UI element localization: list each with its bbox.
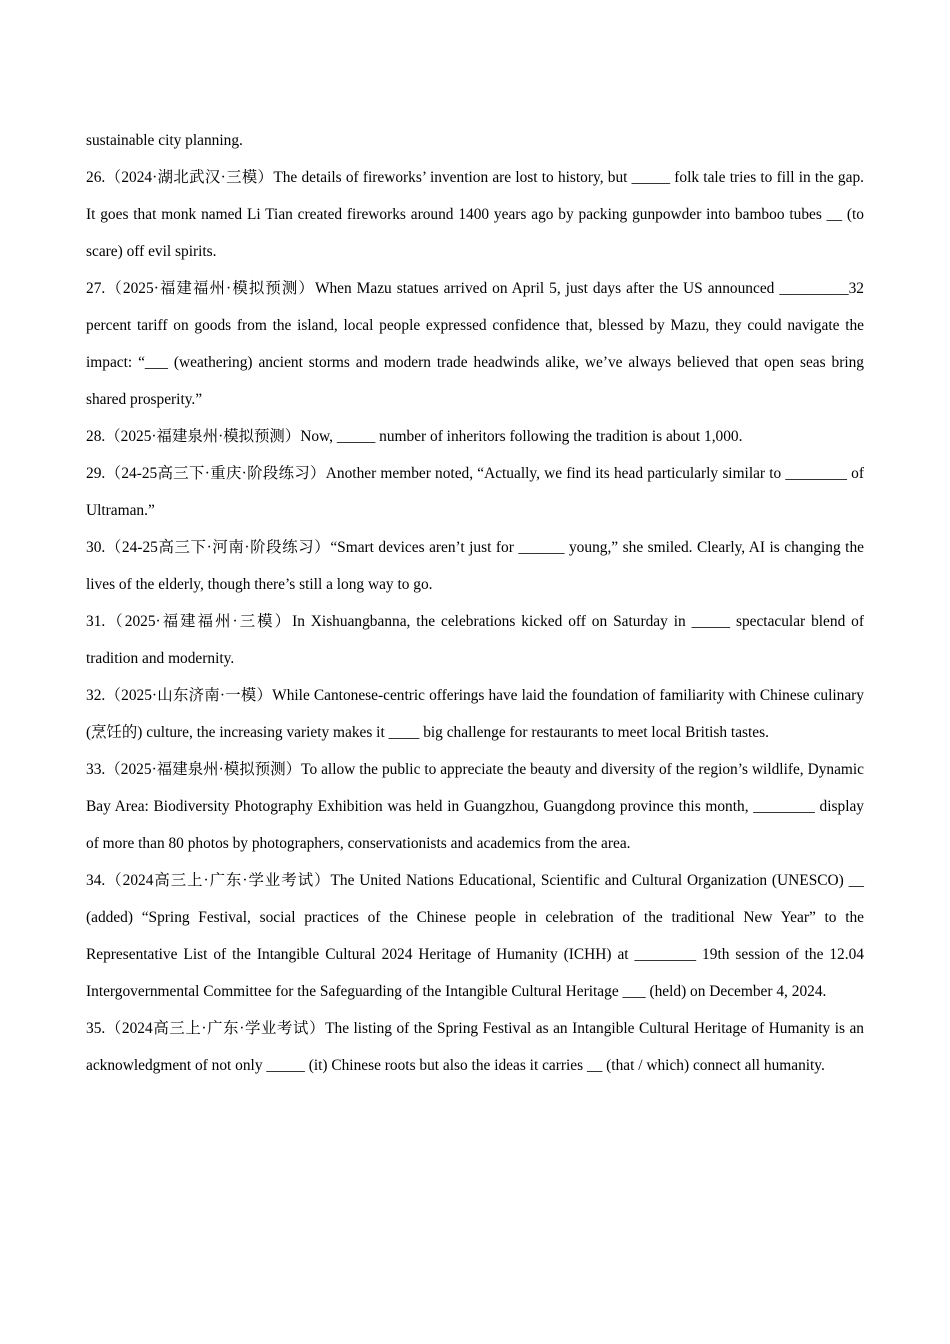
question-text: Now, _____ number of inheritors following the tradition is about 1,000. <box>300 428 743 445</box>
question-source: （2024高三上·广东·学业考试） <box>105 872 331 889</box>
question-text: “Smart devices aren’t just for ______ young,” she smiled. Clearly, AI is changing the lives of the elderly, though there’s still a long way to go. <box>86 539 864 593</box>
question-source: （24-25高三下·重庆·阶段练习） <box>105 465 326 482</box>
question-source: （2025·福建福州·模拟预测） <box>105 280 315 297</box>
question-source: （2025·山东济南·一模） <box>105 687 273 704</box>
question-32 <box>86 677 864 751</box>
question-text: To allow the public to appreciate the beauty and diversity of the region’s wildlife, Dynamic Bay Area: Biodiversity Photography Exhibition was held in Guangzhou, Guangdong province this month, ________ display of more than 80 photos by photographers, conservationists and academics from the area. <box>86 761 864 852</box>
question-35 <box>86 1010 864 1084</box>
question-30 <box>86 529 864 603</box>
question-28 <box>86 418 864 455</box>
question-31 <box>86 603 864 677</box>
question-number: 33. <box>86 761 106 778</box>
question-text: When Mazu statues arrived on April 5, just days after the US announced _________32 percent tariff on goods from the island, local people expressed confidence that, blessed by Mazu, they could navigate the impact: “___ (weathering) ancient storms and modern trade headwinds alike, we’ve always believed that open seas bring shared prosperity.” <box>86 280 864 408</box>
question-text: While Cantonese-centric offerings have laid the foundation of familiarity with Chinese culinary (烹饪的) culture, the increasing variety makes it ____ big challenge for restaurants to meet local British tastes. <box>86 687 864 741</box>
question-source: （2025·福建泉州·模拟预测） <box>105 428 301 445</box>
question-text: The listing of the Spring Festival as an Intangible Cultural Heritage of Humanity is an acknowledgment of not only _____ (it) Chinese roots but also the ideas it carries __ (that / which) connect all humanity. <box>86 1020 864 1074</box>
question-number: 27. <box>86 280 106 297</box>
question-source: （2024·湖北武汉·三模） <box>105 169 274 186</box>
question-text: Another member noted, “Actually, we find its head particularly similar to ________ of Ultraman.” <box>86 465 864 519</box>
question-number: 26. <box>86 169 106 186</box>
question-source: （2025·福建泉州·模拟预测） <box>105 761 302 778</box>
question-number: 31. <box>86 613 106 630</box>
question-number: 34. <box>86 872 106 889</box>
question-34 <box>86 862 864 1010</box>
question-list <box>86 159 864 1084</box>
question-29 <box>86 455 864 529</box>
question-source: （2024高三上·广东·学业考试） <box>105 1020 326 1037</box>
question-number: 30. <box>86 539 106 556</box>
document-page <box>86 122 864 1084</box>
question-number: 35. <box>86 1020 106 1037</box>
question-26 <box>86 159 864 270</box>
question-number: 29. <box>86 465 106 482</box>
question-text: The details of fireworks’ invention are lost to history, but _____ folk tale tries to fill in the gap. It goes that monk named Li Tian created fireworks around 1400 years ago by packing gunpowder into bamboo tubes __ (to scare) off evil spirits. <box>86 169 864 260</box>
question-source: （24-25高三下·河南·阶段练习） <box>105 539 331 556</box>
intro-line: sustainable city planning. <box>86 132 243 149</box>
question-33 <box>86 751 864 862</box>
question-number: 28. <box>86 428 106 445</box>
question-27 <box>86 270 864 418</box>
question-source: （2025·福建福州·三模） <box>105 613 293 630</box>
question-text: The United Nations Educational, Scientific and Cultural Organization (UNESCO) __ (added) “Spring Festival, social practices of the Chinese people in celebration of the traditional New Year” to the Representative List of the Intangible Cultural 2024 Heritage of Humanity (ICHH) at ________ 19th session of the 12.04 Intergovernmental Committee for the Safeguarding of the Intangible Cultural Heritage ___ (held) on December 4, 2024. <box>86 872 864 1000</box>
question-number: 32. <box>86 687 106 704</box>
question-text: In Xishuangbanna, the celebrations kicked off on Saturday in _____ spectacular blend of tradition and modernity. <box>86 613 864 667</box>
